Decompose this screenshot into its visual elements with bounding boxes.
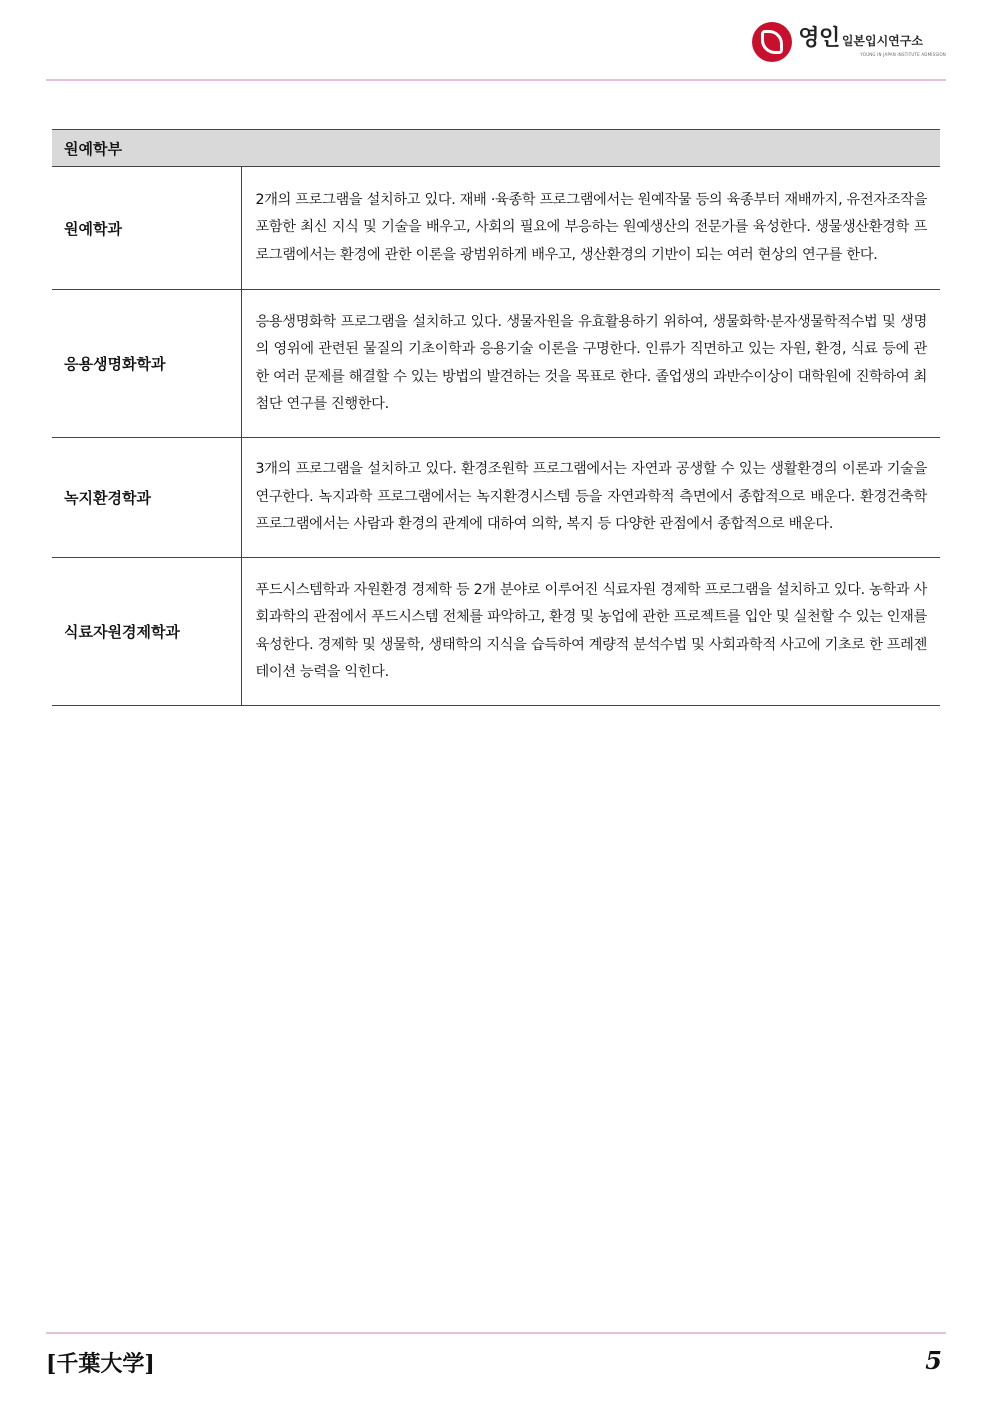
page-header xyxy=(0,0,992,82)
table-row xyxy=(52,167,940,290)
brand-logo xyxy=(752,22,946,62)
footer-divider xyxy=(46,1332,946,1334)
department-name: 원예학과 xyxy=(52,167,241,290)
department-name: 식료자원경제학과 xyxy=(52,558,241,706)
department-description: 응용생명화학 프로그램을 설치하고 있다. 생물자원을 유효활용하기 위하여, 생물화학·분자생물학적수법 및 생명의 영위에 관련된 물질의 기초이학과 응용기술 이론을 구명한다. 인류가 직면하고 있는 자원, 환경, 식료 등에 관한 여러 문제를 해결할 수 있는 방법의 발견하는 것을 목표로 한다. 졸업생의 과반수이상이 대학원에 진학하여 최첨단 연구를 진행한다. xyxy=(241,290,940,438)
department-description: 3개의 프로그램을 설치하고 있다. 환경조원학 프로그램에서는 자연과 공생할 수 있는 생활환경의 이론과 기술을 연구한다. 녹지과학 프로그램에서는 녹지환경시스템 등을 자연과학적 측면에서 종합적으로 배운다. 환경건축학 프로그램에서는 사람과 환경의 관계에 대하여 의학, 복지 등 다양한 관점에서 종합적으로 배운다. xyxy=(241,438,940,558)
table-header-row xyxy=(52,130,940,167)
table-row xyxy=(52,558,940,706)
page-number: 5 xyxy=(925,1346,942,1375)
department-table xyxy=(52,129,940,706)
department-name: 녹지환경학과 xyxy=(52,438,241,558)
table-row xyxy=(52,438,940,558)
footer-university-title: [千葉大学] xyxy=(46,1351,155,1377)
department-name: 응용생명화학과 xyxy=(52,290,241,438)
header-divider xyxy=(46,79,946,81)
logo-english: YOUNG IN JAPAN INSTITUTE ADMISSION xyxy=(860,51,946,57)
logo-subtitle: 일본입시연구소 xyxy=(841,33,923,48)
section-header: 원예학부 xyxy=(52,130,940,167)
logo-text xyxy=(798,25,946,57)
table-row xyxy=(52,290,940,438)
department-description: 푸드시스템학과 자원환경 경제학 등 2개 분야로 이루어진 식료자원 경제학 프로그램을 설치하고 있다. 농학과 사회과학의 관점에서 푸드시스템 전체를 파악하고, 환경 및 농업에 관한 프로젝트를 입안 및 실천할 수 있는 인재를 육성한다. 경제학 및 생물학, 생태학의 지식을 습득하여 계량적 분석수법 및 사회과학적 사고에 기초로 한 프레젠테이션 능력을 익힌다. xyxy=(241,558,940,706)
logo-name: 영인 xyxy=(798,25,840,51)
department-description: 2개의 프로그램을 설치하고 있다. 재배 ·육종학 프로그램에서는 원예작물 등의 육종부터 재배까지, 유전자조작을 포함한 최신 지식 및 기술을 배우고, 사회의 필요에 부응하는 원예생산의 전문가를 육성한다. 생물생산환경학 프로그램에서는 환경에 관한 이론을 광범위하게 배우고, 생산환경의 기반이 되는 여러 현상의 연구를 한다. xyxy=(241,167,940,290)
seal-logo-icon xyxy=(752,22,792,62)
